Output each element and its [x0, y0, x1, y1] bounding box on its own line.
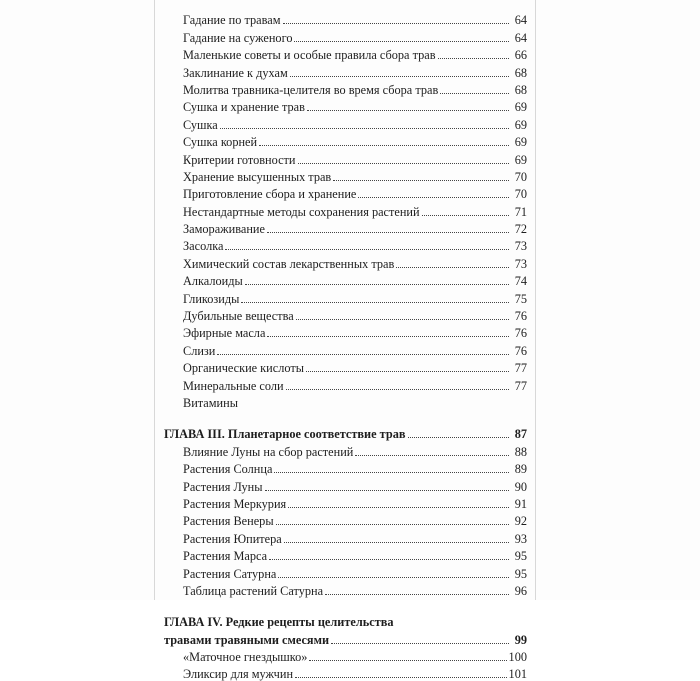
entry-title: Влияние Луны на сбор растений	[183, 444, 354, 459]
toc-entry	[154, 647, 527, 664]
page-number: 69	[514, 100, 527, 115]
entry-title: Гадание на суженого	[183, 30, 293, 45]
page-number: 70	[514, 169, 527, 184]
dot-leader	[438, 58, 509, 59]
page-number: 73	[514, 239, 527, 254]
toc-entry	[154, 340, 527, 357]
toc-entry	[154, 393, 527, 410]
entry-title: Растения Меркурия	[183, 496, 287, 511]
toc-entry	[154, 476, 527, 493]
toc-entry	[154, 288, 527, 305]
entry-title: Химический состав лекарственных трав	[183, 256, 395, 271]
entry-title: Нестандартные методы сохранения растений	[183, 204, 420, 219]
chapter-iv-list	[154, 647, 527, 681]
toc-entry	[154, 184, 527, 201]
dot-leader	[422, 215, 509, 216]
section-ii-list	[154, 10, 527, 410]
page-number: 72	[514, 222, 527, 237]
entry-title: Сушка и хранение трав	[183, 100, 305, 115]
dot-leader	[295, 677, 507, 678]
toc-entry	[154, 494, 527, 511]
entry-title: Растения Солнца	[183, 462, 273, 477]
page-number: 73	[514, 256, 527, 271]
entry-title: Гликозиды	[183, 291, 240, 306]
dot-leader	[309, 660, 506, 661]
toc-entry	[154, 62, 527, 79]
entry-title: Сушка корней	[183, 135, 258, 150]
dot-leader	[274, 472, 509, 473]
page-number: 71	[514, 204, 527, 219]
page-number: 95	[514, 566, 527, 581]
page-number: 68	[514, 65, 527, 80]
dot-leader	[331, 643, 509, 644]
dot-leader	[276, 524, 509, 525]
entry-title: Эликсир для мужчин	[183, 667, 294, 681]
page-number: 93	[514, 531, 527, 546]
page-number: 90	[514, 479, 527, 494]
entry-title: Приготовление сбора и хранение	[183, 187, 357, 202]
page-number: 74	[514, 274, 527, 289]
dot-leader	[290, 76, 509, 77]
dot-leader	[225, 249, 509, 250]
toc-entry	[154, 97, 527, 114]
entry-title: Органические кислоты	[183, 361, 304, 376]
chapter-iii-list	[154, 441, 527, 598]
chapter-iii-heading	[154, 424, 527, 441]
chapter-iv-heading-line2	[154, 629, 527, 646]
toc-entry	[154, 511, 527, 528]
page-number: 87	[514, 427, 527, 442]
page-number: 69	[514, 135, 527, 150]
entry-title: Дубильные вещества	[183, 309, 294, 324]
page-number: 77	[514, 361, 527, 376]
page-number: 75	[514, 291, 527, 306]
page-number: 69	[514, 152, 527, 167]
dot-leader	[278, 577, 509, 578]
toc-entry	[154, 167, 527, 184]
toc-entry	[154, 45, 527, 62]
dot-leader	[325, 594, 509, 595]
entry-title: Растения Марса	[183, 549, 268, 564]
toc-entry	[154, 80, 527, 97]
table-of-contents	[154, 10, 527, 681]
entry-title: Растения Луны	[183, 479, 263, 494]
dot-leader	[440, 93, 509, 94]
entry-title: Растения Сатурна	[183, 566, 277, 581]
page-number: 69	[514, 117, 527, 132]
dot-leader	[267, 336, 509, 337]
dot-leader	[265, 490, 509, 491]
dot-leader	[294, 41, 509, 42]
dot-leader	[267, 232, 509, 233]
toc-entry	[154, 10, 527, 27]
page-number: 64	[514, 30, 527, 45]
toc-entry	[154, 271, 527, 288]
page-number: 68	[514, 82, 527, 97]
dot-leader	[296, 319, 509, 320]
entry-title: Растения Юпитера	[183, 531, 282, 546]
chapter-iv-heading-line1	[154, 612, 527, 629]
dot-leader	[286, 389, 509, 390]
dot-leader	[298, 163, 510, 164]
page-number: 77	[514, 378, 527, 393]
dot-leader	[241, 302, 509, 303]
page-number: 92	[514, 514, 527, 529]
toc-entry	[154, 459, 527, 476]
dot-leader	[269, 559, 509, 560]
entry-title: Маленькие советы и особые правила сбора трав	[183, 48, 436, 63]
chapter-title: ГЛАВА III. Планетарное соответствие трав	[164, 427, 406, 442]
toc-entry	[154, 201, 527, 218]
entry-title: Алкалоиды	[183, 274, 243, 289]
toc-entry	[154, 441, 527, 458]
dot-leader	[306, 371, 509, 372]
page-number: 100	[508, 650, 527, 665]
toc-entry	[154, 219, 527, 236]
page-number: 91	[514, 496, 527, 511]
page-number: 89	[514, 462, 527, 477]
entry-title: Растения Венеры	[183, 514, 274, 529]
dot-leader	[284, 542, 509, 543]
entry-title: Критерии готовности	[183, 152, 296, 167]
dot-leader	[396, 267, 509, 268]
entry-title: Засолка	[183, 239, 224, 254]
page-number: 99	[514, 632, 527, 647]
toc-entry	[154, 149, 527, 166]
dot-leader	[355, 455, 509, 456]
toc-entry	[154, 306, 527, 323]
page-number: 96	[514, 583, 527, 598]
toc-entry	[154, 563, 527, 580]
toc-entry	[154, 236, 527, 253]
entry-title: Заклинание к духам	[183, 65, 288, 80]
entry-title: Сушка	[183, 117, 218, 132]
page-number: 101	[508, 667, 527, 681]
dot-leader	[358, 197, 509, 198]
page-number: 64	[514, 13, 527, 28]
entry-title: Таблица растений Сатурна	[183, 583, 324, 598]
toc-entry	[154, 27, 527, 44]
dot-leader	[333, 180, 509, 181]
toc-entry	[154, 375, 527, 392]
page-number: 76	[514, 343, 527, 358]
entry-title: Слизи	[183, 343, 216, 358]
entry-title: Хранение высушенных трав	[183, 169, 332, 184]
toc-entry	[154, 546, 527, 563]
entry-title: Эфирные масла	[183, 326, 266, 341]
dot-leader	[220, 128, 509, 129]
dot-leader	[307, 110, 509, 111]
toc-entry	[154, 664, 527, 681]
entry-title: Гадание по травам	[183, 13, 281, 28]
chapter-title-continued: травами травяными смесями	[164, 632, 330, 647]
entry-title: Минеральные соли	[183, 378, 284, 393]
dot-leader	[217, 354, 509, 355]
toc-entry	[154, 528, 527, 545]
entry-title: Замораживание	[183, 222, 265, 237]
page-number: 70	[514, 187, 527, 202]
entry-title: Молитва травника-целителя во время сбора трав	[183, 82, 439, 97]
page-number: 95	[514, 549, 527, 564]
page-number: 88	[514, 444, 527, 459]
chapter-title: ГЛАВА IV. Редкие рецепты целительства	[164, 615, 394, 630]
entry-title: «Маточное гнездышко»	[183, 650, 308, 665]
page-number: 76	[514, 309, 527, 324]
toc-entry	[154, 253, 527, 270]
dot-leader	[259, 145, 509, 146]
toc-entry	[154, 323, 527, 340]
dot-leader	[288, 507, 509, 508]
toc-entry	[154, 358, 527, 375]
toc-entry	[154, 114, 527, 131]
page-number: 66	[514, 48, 527, 63]
toc-entry	[154, 132, 527, 149]
page-number: 76	[514, 326, 527, 341]
toc-entry	[154, 581, 527, 598]
entry-title: Витамины	[183, 395, 238, 410]
dot-leader	[245, 284, 509, 285]
dot-leader	[283, 23, 510, 24]
dot-leader	[408, 437, 510, 438]
